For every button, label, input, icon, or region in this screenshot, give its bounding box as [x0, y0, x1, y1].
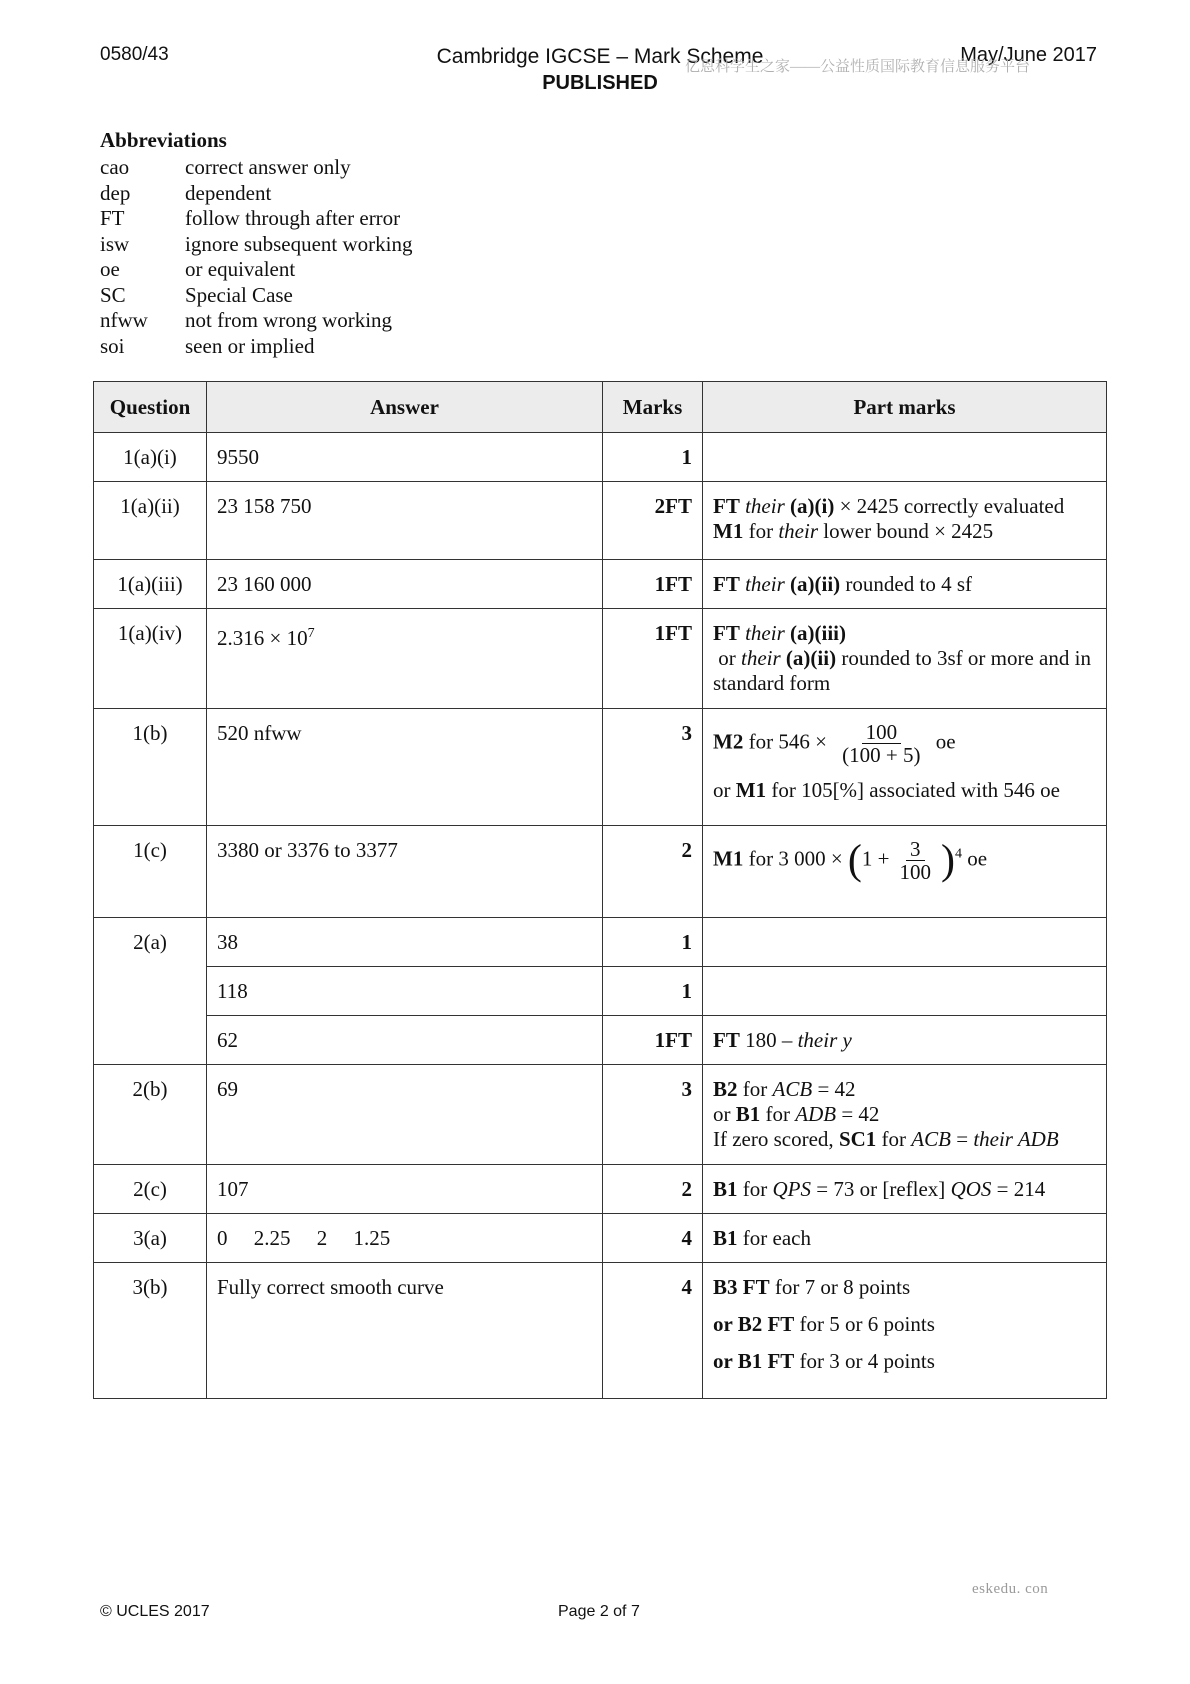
document-title: Cambridge IGCSE – Mark Scheme	[436, 45, 764, 68]
abbreviation-item	[100, 155, 412, 181]
part-marks-cell	[703, 433, 1107, 482]
part-marks-cell: FT their (a)(i) × 2425 correctly evaluated M1 for their lower bound × 2425	[703, 482, 1107, 560]
abbreviation-value: or equivalent	[185, 257, 296, 281]
part-marks-cell	[703, 967, 1107, 1016]
mark-scheme-table	[93, 381, 1107, 1399]
part-marks-cell: M2 for 546 × $\frac{100}{(100 + 5)}$ oe or M1 for 105[%] associated with 546 oe	[703, 709, 1107, 826]
abbreviation-value: seen or implied	[185, 333, 315, 358]
marks-cell: 1	[603, 967, 703, 1016]
abbreviation-item	[100, 334, 412, 360]
col-header-part-marks: Part marks	[703, 382, 1107, 433]
abbreviation-item	[100, 308, 412, 334]
answer-cell: 69	[207, 1065, 603, 1165]
abbreviation-key: cao	[100, 155, 130, 179]
question-cell: 2(c)	[94, 1165, 207, 1214]
table-row	[94, 709, 1107, 826]
table-row	[94, 482, 1107, 560]
part-marks-cell: FT their (a)(ii) rounded to 4 sf	[703, 560, 1107, 609]
answer-cell: 0 2.25 2 1.25	[207, 1214, 603, 1263]
abbreviation-key: FT	[100, 206, 125, 230]
table-row	[94, 560, 1107, 609]
question-cell: 1(b)	[94, 709, 207, 826]
table-row	[94, 967, 1107, 1016]
question-cell: 1(a)(iii)	[94, 560, 207, 609]
marks-cell: 2	[603, 1165, 703, 1214]
question-cell: 3(b)	[94, 1263, 207, 1399]
part-marks-cell: FT their (a)(iii) or their (a)(ii) rounded to 3sf or more and in standard form	[703, 609, 1107, 709]
table-row	[94, 433, 1107, 482]
answer-cell: 38	[207, 918, 603, 967]
question-cell: 1(a)(iv)	[94, 609, 207, 709]
paper-code: 0580/43	[100, 44, 169, 65]
abbreviations-section	[100, 128, 412, 359]
abbreviation-value: correct answer only	[185, 155, 351, 179]
answer-cell: Fully correct smooth curve	[207, 1263, 603, 1399]
answer-cell: 62	[207, 1016, 603, 1065]
answer-cell: 3380 or 3376 to 3377	[207, 826, 603, 918]
part-marks-cell: M1 for 3 000 × (1 + $\frac{3}{100}$ )$^4$ oe	[703, 826, 1107, 918]
answer-cell: 118	[207, 967, 603, 1016]
table-row	[94, 1263, 1107, 1399]
question-cell: 3(a)	[94, 1214, 207, 1263]
abbreviation-key: isw	[100, 231, 130, 256]
marks-cell: 1FT	[603, 1016, 703, 1065]
question-cell: 2(b)	[94, 1065, 207, 1165]
abbreviation-key: SC	[100, 282, 126, 307]
answer-cell: 520 nfww	[207, 709, 603, 826]
site-watermark: eskedu. con	[972, 1581, 1049, 1597]
question-cell: 1(a)(ii)	[94, 482, 207, 560]
table-row	[94, 918, 1107, 967]
marks-cell: 4	[603, 1214, 703, 1263]
part-marks-cell: B3 FT for 7 or 8 points or B2 FT for 5 or 6 points or B1 FT for 3 or 4 points	[703, 1263, 1107, 1399]
abbreviation-value: ignore subsequent working	[185, 231, 413, 256]
part-marks-cell	[703, 918, 1107, 967]
marks-cell: 1FT	[603, 609, 703, 709]
question-cell: 1(a)(i)	[94, 433, 207, 482]
abbreviation-key: oe	[100, 257, 120, 281]
published-label: PUBLISHED	[542, 72, 658, 94]
question-cell: 2(a)	[94, 918, 207, 1065]
marks-cell: 3	[603, 709, 703, 826]
answer-cell: $2.316 \times 10^7$	[207, 609, 603, 709]
abbreviation-key: nfww	[100, 308, 148, 332]
col-header-answer: Answer	[207, 382, 603, 433]
table-header-row	[94, 382, 1107, 433]
marks-cell: 2FT	[603, 482, 703, 560]
abbreviation-value: dependent	[185, 180, 272, 205]
abbreviations-heading: Abbreviations	[100, 128, 227, 152]
table-row	[94, 1016, 1107, 1065]
col-header-marks: Marks	[603, 382, 703, 433]
marks-cell: 2	[603, 826, 703, 918]
part-marks-cell: B2 for ACB = 42 or B1 for ADB = 42 If zero scored, SC1 for ACB = their ADB	[703, 1065, 1107, 1165]
table-row	[94, 1165, 1107, 1214]
abbreviation-item	[100, 206, 412, 232]
answer-cell: 107	[207, 1165, 603, 1214]
table-row	[94, 1214, 1107, 1263]
abbreviation-item	[100, 283, 412, 309]
exam-session: May/June 2017	[960, 44, 1097, 66]
col-header-question: Question	[94, 382, 207, 433]
table-row	[94, 609, 1107, 709]
part-marks-cell: B1 for QPS = 73 or [reflex] QOS = 214	[703, 1165, 1107, 1214]
part-marks-cell: FT 180 – their y	[703, 1016, 1107, 1065]
marks-cell: 3	[603, 1065, 703, 1165]
answer-cell: 23 158 750	[207, 482, 603, 560]
marks-cell: 1FT	[603, 560, 703, 609]
abbreviation-item	[100, 232, 412, 258]
abbreviation-value: Special Case	[185, 282, 293, 307]
question-cell: 1(c)	[94, 826, 207, 918]
fraction: $\frac{3}{100}$	[899, 837, 932, 884]
answer-cell: 23 160 000	[207, 560, 603, 609]
marks-cell: 1	[603, 433, 703, 482]
watermark-text: 亿恩科学生之家——公益性质国际教育信息服务平台	[685, 59, 1031, 75]
table-row	[94, 1065, 1107, 1165]
abbreviation-value: follow through after error	[185, 206, 401, 230]
marks-cell: 4	[603, 1263, 703, 1399]
abbreviation-value: not from wrong working	[185, 308, 393, 332]
page-number: Page 2 of 7	[558, 1603, 640, 1620]
abbreviation-key: dep	[100, 180, 131, 205]
marks-cell: 1	[603, 918, 703, 967]
answer-cell: 9550	[207, 433, 603, 482]
copyright: © UCLES 2017	[100, 1603, 210, 1620]
fraction: $\frac{100}{(100 + 5)}$	[842, 720, 921, 767]
abbreviation-key: soi	[100, 333, 125, 358]
part-marks-cell: B1 for each	[703, 1214, 1107, 1263]
table-row	[94, 826, 1107, 918]
abbreviation-item	[100, 181, 412, 207]
abbreviation-item	[100, 257, 412, 283]
